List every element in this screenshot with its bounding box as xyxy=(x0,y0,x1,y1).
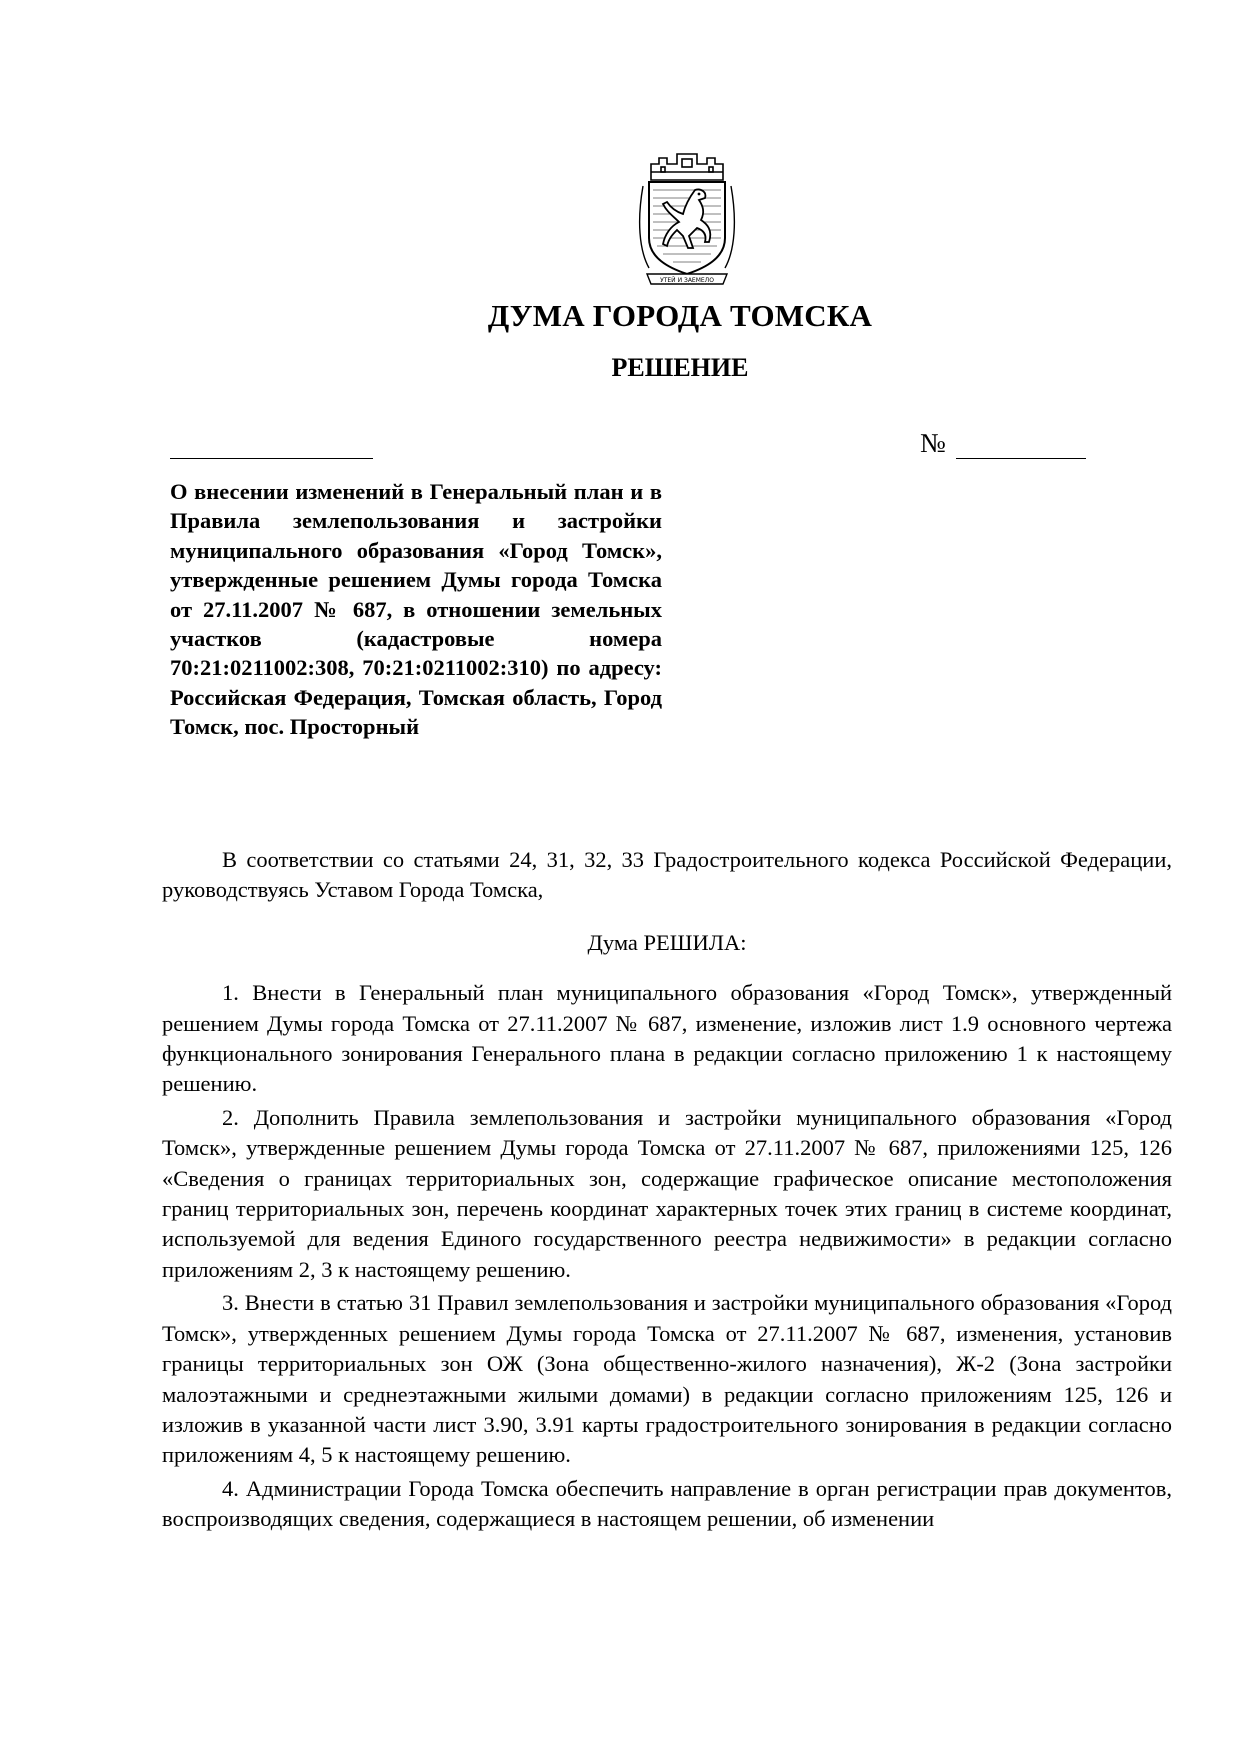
document-subject: О внесении изменений в Генеральный план и в Правила землепользования и застройки муниципального образования «Город Томск», утвержденные решением Думы города Томска от 27.11.2007 № 687, в отношении земельных участков (кадастровые номера 70:21:0211002:308, 70:21:0211002:310) по адресу: Российская Федерация, Томская область, Город Томск, пос. Просторный xyxy=(170,479,662,740)
document-number xyxy=(920,428,1086,459)
org-title: ДУМА ГОРОДА ТОМСКА xyxy=(487,298,873,333)
document-body xyxy=(162,845,1172,1535)
tomsk-coat-of-arms-icon xyxy=(633,150,741,290)
decision-item: 1. Внести в Генеральный план муниципального образования «Город Томск», утвержденный решением Думы города Томска от 27.11.2007 № 687, изменение, изложив лист 1.9 основного чертежа функционального зонирования Генерального плана в редакции согласно приложению 1 к настоящему решению. xyxy=(162,980,1172,1097)
decision-item: 3. Внести в статью 31 Правил землепользования и застройки муниципального образования «Город Томск», утвержденных решением Думы города Томска от 27.11.2007 № 687, изменения, установив границы территориальных зон ОЖ (Зона общественно-жилого назначения), Ж-2 (Зона застройки малоэтажными и среднеэтажными жилыми домами) в редакции согласно приложениям 125, 126 и изложив в указанной части лист 3.90, 3.91 карты градостроительного зонирования в редакции согласно приложениям 4, 5 к настоящему решению. xyxy=(162,1290,1172,1468)
preamble-paragraph: В соответствии со статьями 24, 31, 32, 33 Градостроительного кодекса Российской Федерации, руководствуясь Уставом Города Томска, xyxy=(162,847,1172,903)
decision-item: 2. Дополнить Правила землепользования и застройки муниципального образования «Город Томск», утвержденные решением Думы города Томска от 27.11.2007 № 687, приложениями 125, 126 «Сведения о границах территориальных зон, содержащие графическое описание местоположения границ территориальных зон, перечень координат характерных точек этих границ в системе координат, используемой для ведения Единого государственного реестра недвижимости» в редакции согласно приложениям 2, 3 к настоящему решению. xyxy=(162,1104,1172,1282)
date-blank-line xyxy=(170,440,373,459)
decision-heading: Дума РЕШИЛА: xyxy=(587,929,747,955)
number-blank-line xyxy=(956,432,1086,459)
number-label: № xyxy=(920,428,946,458)
document-type: РЕШЕНИЕ xyxy=(611,353,749,382)
emblem-motto: УТЕЙ И ЗАЕМЕЛО xyxy=(660,277,714,284)
decision-item: 4. Администрации Города Томска обеспечить направление в орган регистрации прав документов, воспроизводящих сведения, содержащиеся в настоящем решении, об изменении xyxy=(162,1475,1172,1532)
